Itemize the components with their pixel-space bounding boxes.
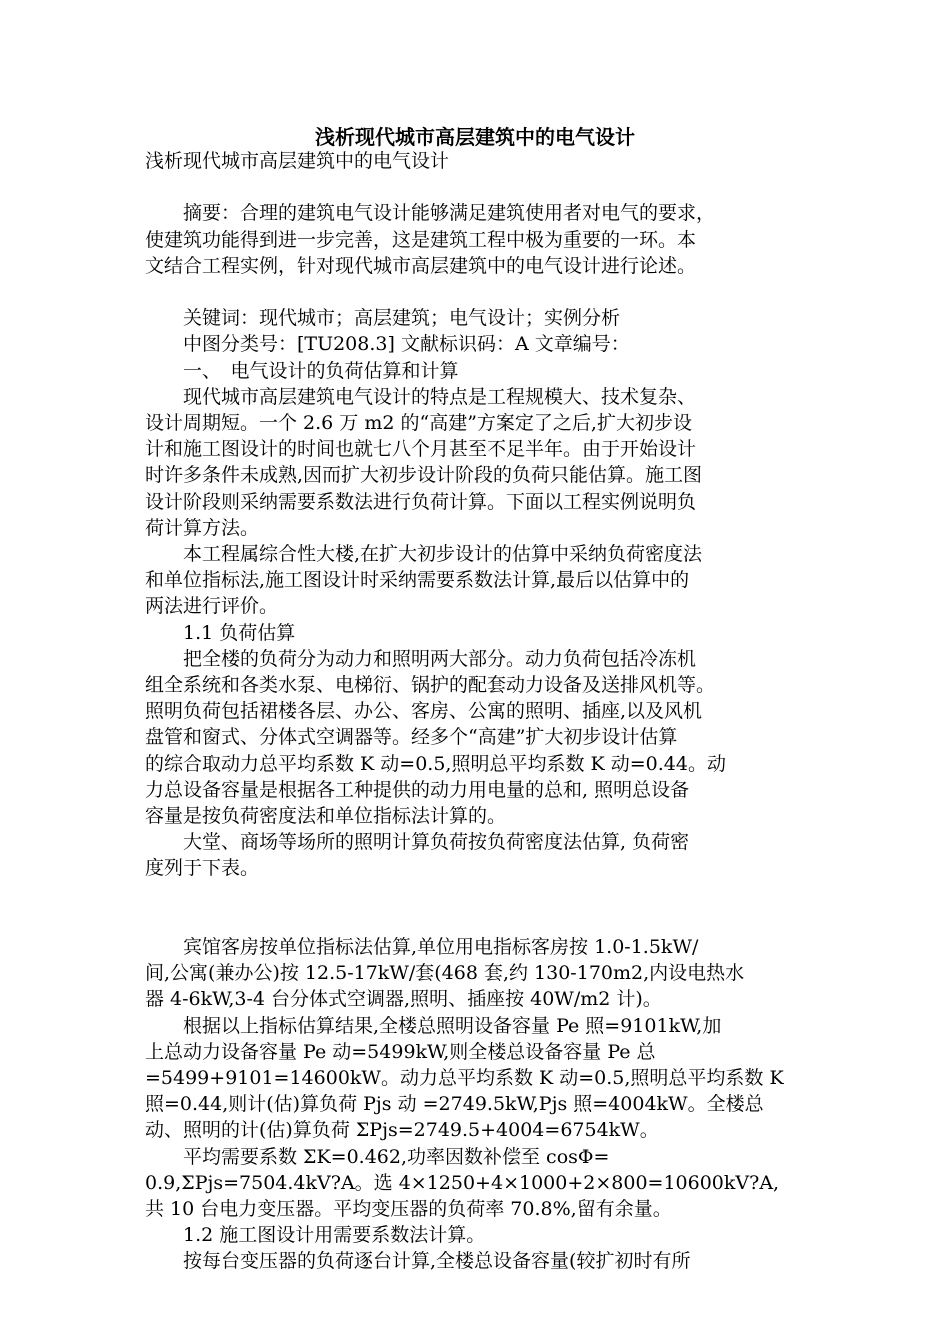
paragraph-line: 度列于下表。 [145, 857, 260, 880]
paragraph-line: 设计周期短。一个 2.6 万 m2 的“高建”方案定了之后,扩大初步设 [145, 412, 692, 434]
paragraph-line: 根据以上指标估算结果,全楼总照明设备容量 Pe 照=9101kW,加 [145, 1014, 722, 1037]
paragraph-line: 和单位指标法,施工图设计时采纳需要系数法计算,最后以估算中的 [145, 569, 690, 592]
paragraph-line: 设计阶段则采纳需要系数法进行负荷计算。下面以工程实例说明负 [145, 490, 697, 513]
paragraph-line: 共 10 台电力变压器。平均变压器的负荷率 70.8%,留有余量。 [145, 1198, 672, 1221]
subsection-heading: 1.1 负荷估算 [145, 621, 296, 644]
paragraph-line: 容量是按负荷密度法和单位指标法计算的。 [145, 805, 507, 828]
section-heading: 一、 电气设计的负荷估算和计算 [145, 359, 459, 382]
keywords-line: 关键词：现代城市；高层建筑；电气设计；实例分析 [145, 307, 621, 330]
subsection-heading: 1.2 施工图设计用需要系数法计算。 [145, 1224, 486, 1247]
blank-line [145, 882, 805, 908]
paragraph-line: 荷计算方法。 [145, 516, 260, 539]
paragraph-line: 上总动力设备容量 Pe 动=5499kW,则全楼总设备容量 Pe 总 [145, 1040, 656, 1063]
abstract-line: 文结合工程实例，针对现代城市高层建筑中的电气设计进行论述。 [145, 254, 697, 277]
paragraph-line: 两法进行评价。 [145, 595, 279, 618]
paragraph-line: 现代城市高层建筑电气设计的特点是工程规模大、技术复杂、 [145, 385, 697, 408]
paragraph-line: 照=0.44,则计(估)算负荷 Pjs 动 =2749.5kW,Pjs 照=4004kW。全楼总 [145, 1093, 764, 1116]
paragraph-line: 间,公寓(兼办公)按 12.5-17kW/套(468 套,约 130-170m2,内设电热水 [145, 962, 745, 985]
blank-line [145, 174, 805, 200]
paragraph-line: 0.9,ΣPjs=7504.4kV?A。选 4×1250+4×1000+2×800=10600kV?A, [145, 1171, 780, 1194]
paragraph-line: 照明负荷包括裙楼各层、办公、客房、公寓的照明、插座,以及风机 [145, 700, 703, 723]
abstract-line: 摘要：合理的建筑电气设计能够满足建筑使用者对电气的要求， [145, 202, 716, 225]
paragraph-line: 把全楼的负荷分为动力和照明两大部分。动力负荷包括冷冻机 [145, 647, 697, 670]
paragraph-line: 平均需要系数 ΣK=0.462,功率因数补偿至 cosΦ= [145, 1145, 610, 1168]
abstract-line: 使建筑功能得到进一步完善，这是建筑工程中极为重要的一环。本 [145, 228, 697, 251]
paragraph-line: 力总设备容量是根据各工种提供的动力用电量的总和, 照明总设备 [145, 778, 690, 801]
paragraph-line: 本工程属综合性大楼,在扩大初步设计的估算中采纳负荷密度法 [145, 543, 703, 566]
paragraph-line: 按每台变压器的负荷逐台计算,全楼总设备容量(较扩初时有所 [145, 1250, 691, 1273]
paragraph-line: 动、照明的计(估)算负荷 ΣPjs=2749.5+4004=6754kW。 [145, 1119, 659, 1142]
paragraph-line: 盘管和窗式、分体式空调器等。经多个“高建”扩大初步设计估算 [145, 726, 678, 749]
paragraph-line: 大堂、商场等场所的照明计算负荷按负荷密度法估算, 负荷密 [145, 831, 690, 854]
paragraph-line: 时许多条件未成熟,因而扩大初步设计阶段的负荷只能估算。施工图 [145, 464, 703, 487]
classification-line: 中图分类号：[TU208.3] 文献标识码：A 文章编号： [145, 333, 630, 356]
blank-line [145, 279, 805, 305]
document-body [145, 148, 805, 1275]
blank-line [145, 908, 805, 934]
paragraph-line: =5499+9101=14600kW。动力总平均系数 K 动=0.5,照明总平均系数 K [145, 1067, 784, 1090]
paragraph-line: 宾馆客房按单位指标法估算,单位用电指标客房按 1.0-1.5kW/ [145, 936, 699, 959]
paragraph-line: 的综合取动力总平均系数 K 动=0.5,照明总平均系数 K 动=0.44。动 [145, 752, 726, 775]
document-title: 浅析现代城市高层建筑中的电气设计 [315, 125, 635, 149]
paragraph-line: 计和施工图设计的时间也就七八个月甚至不足半年。由于开始设计 [145, 438, 697, 461]
paragraph-line: 器 4-6kW,3-4 台分体式空调器,照明、插座按 40W/m2 计)。 [145, 988, 662, 1011]
paragraph-line: 组全系统和各类水泵、电梯衍、锅护的配套动力设备及送排风机等。 [145, 674, 716, 697]
subtitle-line: 浅析现代城市高层建筑中的电气设计 [145, 150, 450, 172]
